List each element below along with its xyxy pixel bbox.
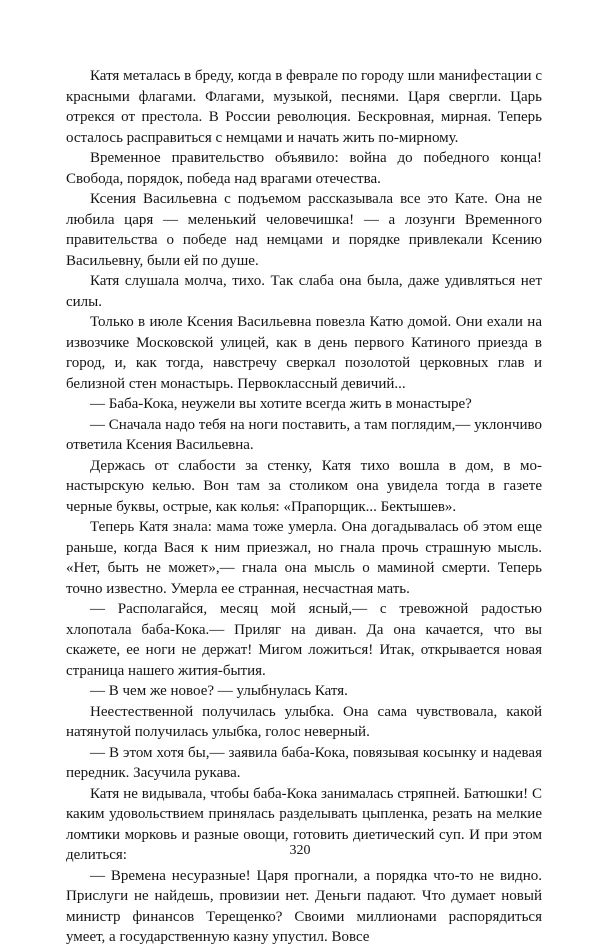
paragraph: Только в июле Ксения Васильевна повезла Катю домой. Они ехали на извозчике Московской улицей, как в день первого Катиного приезда в город, и, как тогда, навстречу сверкал позолотой церковных глав и белизной стен монастырь. Первоклассный девичий... [66,314,542,392]
paragraph: Катя слушала молча, тихо. Так слаба она была, даже удивляться нет силы. [66,273,542,310]
paragraph: Держась от слабости за стенку, Катя тихо вошла в дом, в монастырскую келью. Вон там за столиком она увидела тогда в газете черные буквы, острые, как колья: «Прапорщик... Бектышев». [66,457,542,515]
paragraph: Катя металась в бреду, когда в феврале по городу шли манифестации с красными флагами. Флагами, музыкой, песнями. Царя свергли. Царь отрекся от престола. В России революция. Бескровная, мирная. Теперь осталось расправиться с немцами и начать жить по-мирному. [66,68,542,146]
paragraph: Теперь Катя знала: мама тоже умерла. Она догадывалась об этом еще раньше, когда Вася к ним приезжал, но гнала прочь страшную мысль. «Нет, быть не может»,— гнала она мысль о маминой смерти. Теперь точно известно. Умерла ее странная, несчастная мать. [66,519,542,597]
paragraph: — В чем же новое? — улыбнулась Катя. [90,683,348,699]
paragraph: — Баба-Кока, неужели вы хотите всегда жить в монастыре? [90,396,472,412]
paragraph: Катя не видывала, чтобы баба-Кока занималась стряпней. Батюшки! С каким удовольствием принялась разделывать цыпленка, резать на мелкие ломтики морковь и разные овощи, готовить диетический суп. И при этом делиться: [66,785,542,863]
page-text-body [66,66,542,948]
page-number: 320 [289,843,311,858]
paragraph: — Сначала надо тебя на ноги поставить, а там поглядим,— уклончиво ответила Ксения Васильевна. [66,416,542,453]
paragraph: Временное правительство объявило: война до победного конца! Свобода, порядок, победа над врагами отечества. [66,150,542,187]
paragraph: Неестественной получилась улыбка. Она сама чувствовала, какой натянутой получилась улыбка, голос неверный. [66,703,542,740]
paragraph: — Располагайся, месяц мой ясный,— с тревожной радостью хлопотала баба-Кока.— Приляг на диван. Да она качается, что вы скажете, ее ноги не держат! Мигом ложиться! Итак, открывается новая страница нашего жития-бытия. [66,601,542,679]
paragraph: Ксения Васильевна с подъемом рассказывала все это Кате. Она не любила царя — меленький человечишка! — а лозунги Временного правительства о победе над немцами и порядке привлекали Ксению Васильевну, были ей по душе. [66,191,542,269]
paragraph: — В этом хотя бы,— заявила баба-Кока, повязывая косынку и надевая передник. Засучила рукава. [66,744,542,781]
paragraph: — Времена несуразные! Царя прогнали, а порядка что-то не видно. Прислуги не найдешь, провизии нет. Деньги падают. Что думает новый министр финансов Терещенко? Своими миллионами распорядиться умеет, а государственную казну упустил. Вовсе [66,867,542,945]
